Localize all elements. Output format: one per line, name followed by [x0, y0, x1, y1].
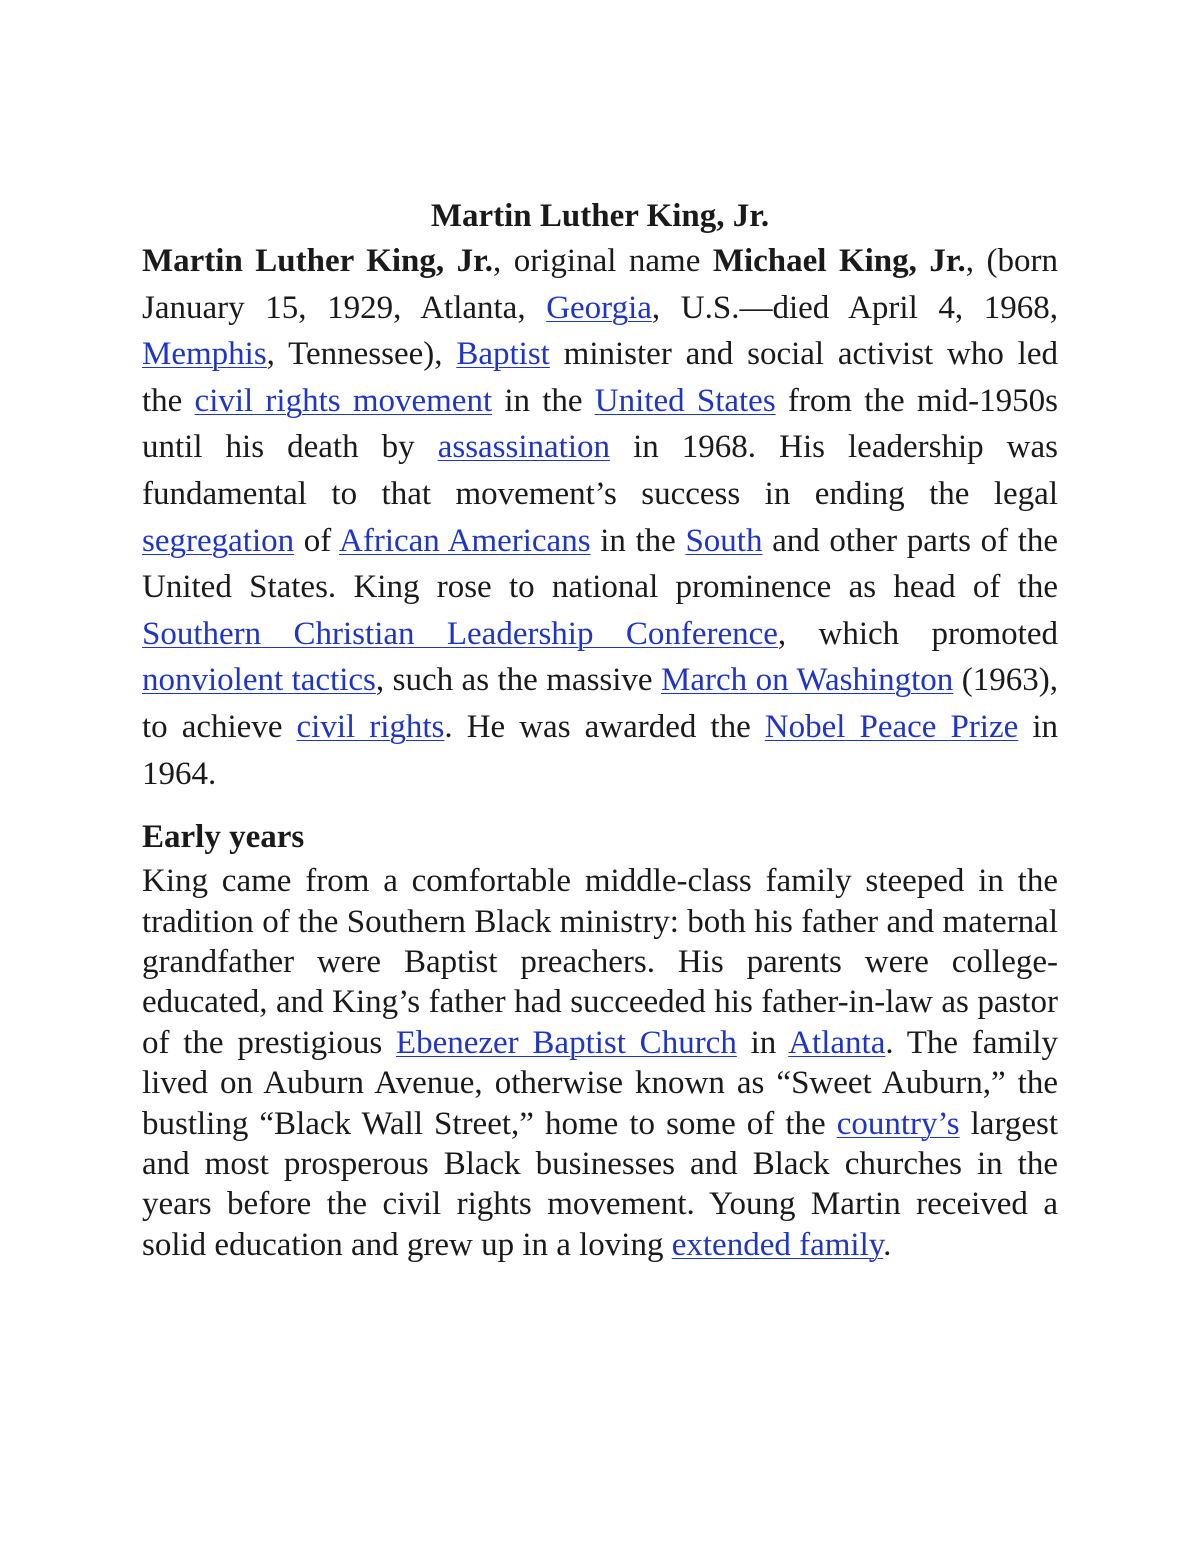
link-south[interactable]: South	[685, 522, 763, 559]
link-georgia[interactable]: Georgia	[546, 289, 652, 326]
link-atlanta[interactable]: Atlanta	[788, 1024, 886, 1061]
text-run: , such as the massive	[375, 662, 662, 699]
link-african-americans[interactable]: African Americans	[339, 522, 591, 559]
text-run: from the mid-1950s until his death by	[142, 382, 1058, 466]
text-run: in the	[590, 522, 686, 559]
text-run: , original name	[493, 243, 713, 279]
text-run: , Tennessee),	[266, 336, 457, 373]
text-run: (1963), to achieve	[142, 662, 1058, 745]
text-run: largest and most prosperous Black businesses and Black churches in the years before the civil rights movement. Young Martin received a solid education and grew up in a loving	[142, 1105, 1058, 1263]
text-run: minister and social activist who led the	[142, 336, 1058, 419]
text-run: . He was awarded the	[444, 708, 765, 745]
link-memphis[interactable]: Memphis	[142, 336, 267, 373]
link-united-states[interactable]: United States	[594, 382, 776, 419]
link-ebenezer-baptist-church[interactable]: Ebenezer Baptist Church	[395, 1024, 737, 1061]
text-run: in 1968. His leadership was fundamental to that movement’s success in ending the legal	[142, 429, 1058, 512]
link-march-on-washington[interactable]: March on Washington	[661, 662, 954, 699]
text-run: . The family lived on Auburn Avenue, otherwise known as “Sweet Auburn,” the bustling “Black Wall Street,” home to some of the	[142, 1024, 1058, 1142]
original-name: Michael King, Jr.	[712, 243, 966, 279]
text-run: and other parts of the United States. King rose to national prominence as head of the	[142, 522, 1059, 606]
text-run: .	[883, 1226, 892, 1263]
link-countrys[interactable]: country’s	[836, 1105, 960, 1142]
link-sclc[interactable]: Southern Christian Leadership Conference	[142, 615, 778, 652]
text-run: in 1964.	[142, 708, 1058, 792]
link-segregation[interactable]: segregation	[142, 522, 295, 559]
subject-name: Martin Luther King, Jr.	[142, 243, 493, 279]
link-civil-rights-movement[interactable]: civil rights movement	[194, 382, 493, 419]
text-run: of	[294, 522, 340, 559]
document-title: Martin Luther King, Jr.	[430, 198, 770, 234]
link-assassination[interactable]: assassination	[437, 429, 611, 466]
text-run: in the	[492, 382, 595, 419]
text-run: in	[736, 1024, 789, 1061]
intro-paragraph	[142, 238, 1058, 797]
link-nobel-peace-prize[interactable]: Nobel Peace Prize	[764, 708, 1019, 745]
section-heading-early-years: Early years	[142, 819, 305, 856]
link-civil-rights[interactable]: civil rights	[296, 708, 445, 745]
link-nonviolent-tactics[interactable]: nonviolent tactics	[142, 662, 376, 699]
document-page	[142, 194, 1058, 1265]
early-years-paragraph	[142, 861, 1058, 1265]
text-run: King came from a comfortable middle-class family steeped in the tradition of the Southern Black ministry: both his father and maternal grandfather were Baptist preachers. His parents were college-educated, and King’s father had succeeded his father-in-law as pastor of the prestigious	[142, 863, 1058, 1061]
link-baptist[interactable]: Baptist	[456, 336, 550, 373]
link-extended-family[interactable]: extended family	[671, 1226, 884, 1263]
text-run: , U.S.—died April 4, 1968,	[651, 289, 1058, 326]
text-run: , (born January 15, 1929, Atlanta,	[142, 243, 1058, 326]
text-run: , which promoted	[777, 615, 1058, 652]
